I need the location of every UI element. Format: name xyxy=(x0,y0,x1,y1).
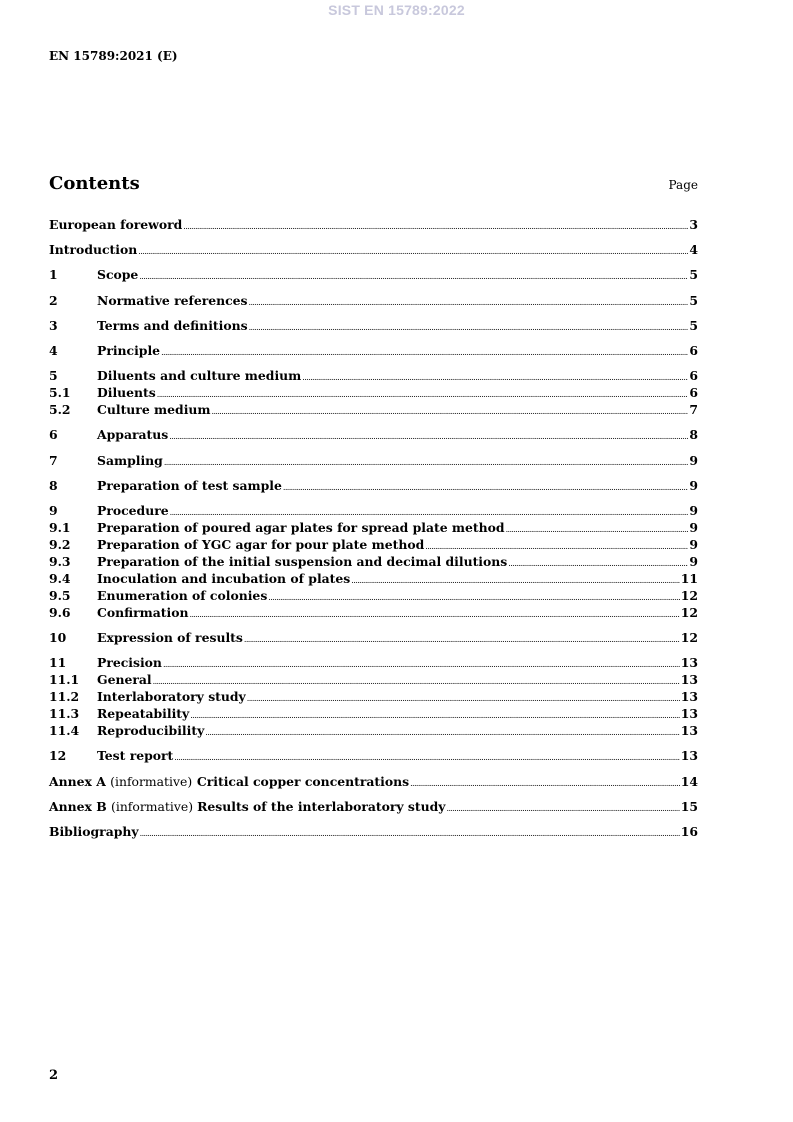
toc-entry-number: 9.1 xyxy=(49,519,71,535)
toc-entry-5-2[interactable] xyxy=(49,401,698,418)
toc-entry-9-4[interactable] xyxy=(49,570,698,587)
toc-entry-page: 14 xyxy=(680,773,698,789)
toc-entry-9-1[interactable] xyxy=(49,519,698,536)
toc-entry-page: 9 xyxy=(689,536,698,552)
toc-entry-page: 13 xyxy=(680,655,698,671)
toc-entry-number: 12 xyxy=(49,748,67,764)
toc-entry-number: 3 xyxy=(49,317,58,333)
toc-entry-title: Inoculation and incubation of plates xyxy=(97,570,351,586)
table-of-contents xyxy=(49,216,698,840)
toc-entry-page: 9 xyxy=(689,519,698,535)
annex-label: Annex A xyxy=(49,773,106,789)
dot-leader xyxy=(164,454,689,471)
toc-entry-2[interactable] xyxy=(49,292,698,309)
toc-entry-title: Diluents and culture medium xyxy=(97,368,302,384)
dot-leader xyxy=(138,243,688,260)
toc-entry-number: 9 xyxy=(49,502,58,518)
toc-entry-page: 9 xyxy=(689,477,698,493)
dot-leader xyxy=(139,268,688,285)
toc-entry-number: 5.1 xyxy=(49,385,71,401)
toc-entry-annex-a[interactable] xyxy=(49,773,698,790)
toc-entry-title: Reproducibility xyxy=(97,723,205,739)
toc-entry-title: Culture medium xyxy=(97,402,211,418)
dot-leader xyxy=(163,656,680,673)
annex-type: (informative) xyxy=(110,773,193,789)
toc-entry-5-1[interactable] xyxy=(49,384,698,401)
dot-leader xyxy=(212,403,689,420)
dot-leader xyxy=(249,294,689,311)
toc-entry-title: European foreword xyxy=(49,217,183,232)
toc-entry-title: General xyxy=(97,672,152,688)
toc-entry-page: 6 xyxy=(689,342,698,358)
dot-leader xyxy=(283,479,688,496)
dot-leader xyxy=(174,749,679,766)
page-column-label: Page xyxy=(668,178,698,192)
toc-entry-title: Normative references xyxy=(97,292,248,308)
toc-entry-title: Preparation of poured agar plates for spread plate method xyxy=(97,519,505,535)
dot-leader xyxy=(508,555,688,572)
toc-entry-page: 12 xyxy=(680,630,698,646)
toc-entry-page: 9 xyxy=(689,553,698,569)
toc-entry-page: 5 xyxy=(689,292,698,308)
toc-entry-page: 11 xyxy=(680,570,698,586)
toc-entry-page: 13 xyxy=(680,748,698,764)
toc-entry-11-4[interactable] xyxy=(49,722,698,739)
toc-entry-number: 1 xyxy=(49,267,58,283)
dot-leader xyxy=(169,428,688,445)
toc-entry-11-2[interactable] xyxy=(49,688,698,705)
annex-type: (informative) xyxy=(111,798,194,814)
toc-entry-11-1[interactable] xyxy=(49,671,698,688)
toc-entry-7[interactable] xyxy=(49,452,698,469)
toc-entry-title: Principle xyxy=(97,342,161,358)
dot-leader xyxy=(268,589,679,606)
toc-entry-number: 9.6 xyxy=(49,604,71,620)
toc-entry-title: Introduction xyxy=(49,242,138,258)
toc-entry-title: Scope xyxy=(97,267,139,283)
toc-entry-title: Precision xyxy=(97,655,162,671)
toc-entry-number: 9.3 xyxy=(49,553,71,569)
toc-entry-introduction[interactable] xyxy=(49,241,698,258)
toc-entry-page: 13 xyxy=(680,706,698,722)
toc-entry-9-2[interactable] xyxy=(49,536,698,553)
toc-entry-page: 9 xyxy=(689,452,698,468)
toc-entry-number: 6 xyxy=(49,427,58,443)
dot-leader xyxy=(410,775,680,792)
toc-entry-title: Test report xyxy=(97,748,174,764)
toc-entry-9-3[interactable] xyxy=(49,553,698,570)
toc-entry-page: 13 xyxy=(680,723,698,739)
toc-entry-number: 2 xyxy=(49,292,58,308)
watermark: SIST EN 15789:2022 xyxy=(328,2,465,18)
toc-entry-title: Terms and definitions xyxy=(97,317,248,333)
toc-entry-10[interactable] xyxy=(49,629,698,646)
toc-entry-title: Repeatability xyxy=(97,706,190,722)
toc-entry-5[interactable] xyxy=(49,367,698,384)
annex-label: Annex B xyxy=(49,798,107,814)
toc-entry-9-6[interactable] xyxy=(49,604,698,621)
dot-leader xyxy=(140,825,680,842)
dot-leader xyxy=(244,631,680,648)
dot-leader xyxy=(205,724,679,741)
toc-entry-number: 9.4 xyxy=(49,570,71,586)
toc-entry-number: 11.1 xyxy=(49,672,80,688)
toc-entry-number: 7 xyxy=(49,452,58,468)
dot-leader xyxy=(161,344,688,361)
toc-entry-12[interactable] xyxy=(49,747,698,764)
toc-entry-page: 12 xyxy=(680,604,698,620)
dot-leader xyxy=(157,386,689,403)
dot-leader xyxy=(190,707,680,724)
dot-leader xyxy=(351,572,679,589)
toc-entry-6[interactable] xyxy=(49,426,698,443)
toc-entry-number: 8 xyxy=(49,477,58,493)
toc-entry-bibliography[interactable] xyxy=(49,823,698,840)
dot-leader xyxy=(447,800,680,817)
toc-entry-page: 8 xyxy=(689,427,698,443)
page-number: 2 xyxy=(49,1068,59,1083)
toc-entry-page: 7 xyxy=(689,402,698,418)
toc-entry-3[interactable] xyxy=(49,317,698,334)
dot-leader xyxy=(249,319,689,336)
dot-leader xyxy=(190,606,680,623)
toc-entry-page: 4 xyxy=(689,242,698,258)
toc-entry-title: Critical copper concentrations xyxy=(196,773,410,789)
toc-entry-8[interactable] xyxy=(49,477,698,494)
toc-entry-page: 5 xyxy=(689,317,698,333)
toc-entry-page: 13 xyxy=(680,689,698,705)
dot-leader xyxy=(506,521,689,538)
toc-entry-page: 6 xyxy=(689,368,698,384)
toc-entry-annex-b[interactable] xyxy=(49,798,698,815)
toc-entry-4[interactable] xyxy=(49,342,698,359)
toc-entry-page: 5 xyxy=(689,267,698,283)
toc-entry-11-3[interactable] xyxy=(49,705,698,722)
toc-entry-number: 9.2 xyxy=(49,536,71,552)
dot-leader xyxy=(247,690,680,707)
toc-entry-number: 10 xyxy=(49,630,67,646)
toc-entry-9-5[interactable] xyxy=(49,587,698,604)
toc-entry-page: 12 xyxy=(680,587,698,603)
toc-entry-title: Confirmation xyxy=(97,604,189,620)
toc-entry-1[interactable] xyxy=(49,266,698,283)
toc-entry-title: Procedure xyxy=(97,502,169,518)
toc-entry-number: 9.5 xyxy=(49,587,71,603)
toc-entry-11[interactable] xyxy=(49,654,698,671)
toc-entry-number: 11 xyxy=(49,655,67,671)
toc-entry-number: 4 xyxy=(49,342,58,358)
toc-entry-title: Apparatus xyxy=(97,427,169,443)
toc-entry-title: Bibliography xyxy=(49,824,139,839)
contents-title: Contents xyxy=(49,173,140,194)
toc-entry-number: 5 xyxy=(49,368,58,384)
toc-entry-9[interactable] xyxy=(49,502,698,519)
toc-entry-title: Expression of results xyxy=(97,630,243,646)
toc-entry-title: Sampling xyxy=(97,452,163,468)
toc-entry-title: Results of the interlaboratory study xyxy=(197,798,446,814)
toc-entry-number: 11.3 xyxy=(49,706,80,722)
dot-leader xyxy=(302,369,688,386)
toc-entry-european-foreword[interactable] xyxy=(49,216,698,233)
toc-entry-title: Diluents xyxy=(97,385,156,401)
toc-entry-number: 11.4 xyxy=(49,723,80,739)
toc-entry-page: 16 xyxy=(680,824,698,839)
toc-entry-title: Preparation of the initial suspension and decimal dilutions xyxy=(97,553,508,569)
toc-entry-title: Preparation of YGC agar for pour plate method xyxy=(97,536,425,552)
toc-entry-page: 15 xyxy=(680,798,698,814)
toc-entry-title: Enumeration of colonies xyxy=(97,587,268,603)
toc-entry-title: Preparation of test sample xyxy=(97,477,282,493)
toc-entry-page: 13 xyxy=(680,672,698,688)
toc-entry-number: 5.2 xyxy=(49,402,71,418)
toc-entry-page: 9 xyxy=(689,502,698,518)
toc-entry-number: 11.2 xyxy=(49,689,80,705)
toc-entry-page: 6 xyxy=(689,385,698,401)
toc-entry-title: Interlaboratory study xyxy=(97,689,246,705)
toc-entry-page: 3 xyxy=(689,217,698,232)
document-id: EN 15789:2021 (E) xyxy=(49,49,178,63)
dot-leader xyxy=(183,218,688,235)
